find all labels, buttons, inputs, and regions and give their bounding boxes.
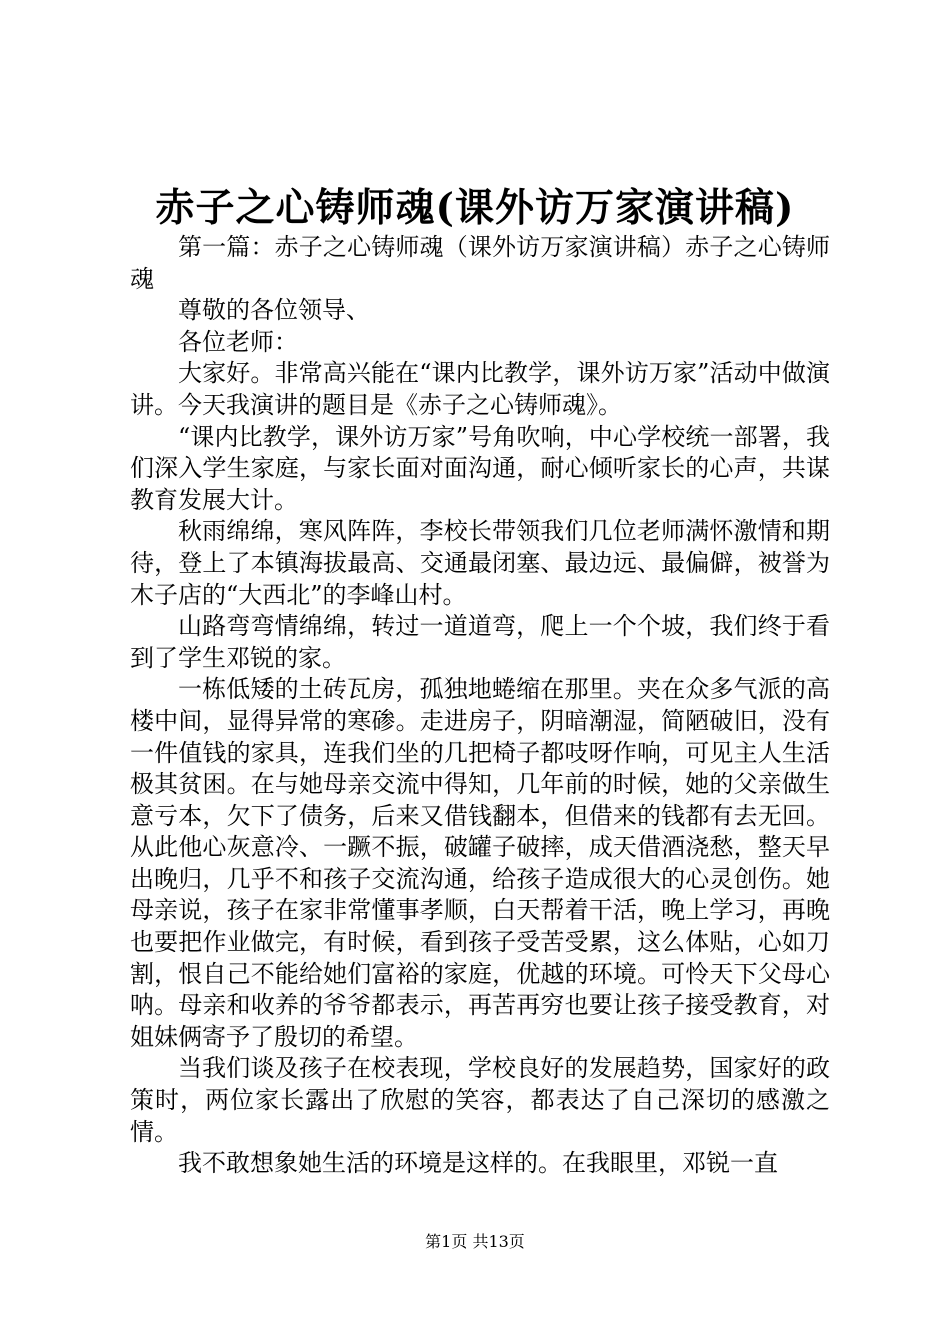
- paragraph: 山路弯弯情绵绵，转过一道道弯，爬上一个个坡，我们终于看到了学生邓锐的家。: [130, 612, 830, 672]
- paragraph: 大家好。非常高兴能在“课内比教学，课外访万家”活动中做演讲。今天我演讲的题目是《赤子之心铸师魂》。: [130, 359, 830, 419]
- page-footer: 第1页 共13页: [425, 1232, 525, 1251]
- document-body: [130, 232, 830, 1180]
- document-title: 赤子之心铸师魂(课外访万家演讲稿): [155, 185, 795, 231]
- paragraph: 尊敬的各位领导、: [178, 296, 370, 325]
- paragraph: 一栋低矮的土砖瓦房，孤独地蜷缩在那里。夹在众多气派的高楼中间，显得异常的寒碜。走进房子，阴暗潮湿，简陋破旧，没有一件值钱的家具，连我们坐的几把椅子都吱呀作响，可见主人生活极其贫困。在与她母亲交流中得知，几年前的时候，她的父亲做生意亏本，欠下了债务，后来又借钱翻本，但借来的钱都有去无回。从此他心灰意冷、一蹶不振，破罐子破摔，成天借酒浇愁，整天早出晚归，几乎不和孩子交流沟通，给孩子造成很大的心灵创伤。她母亲说，孩子在家非常懂事孝顺，白天帮着干活，晚上学习，再晚也要把作业做完，有时候，看到孩子受苦受累，这么体贴，心如刀割，恨自己不能给她们富裕的家庭，优越的环境。可怜天下父母心呐。母亲和收养的爷爷都表示，再苦再穷也要让孩子接受教育，对姐妹俩寄予了殷切的希望。: [130, 675, 830, 1051]
- paragraph: 当我们谈及孩子在校表现，学校良好的发展趋势，国家好的政策时，两位家长露出了欣慰的笑容，都表达了自己深切的感激之情。: [130, 1054, 830, 1146]
- paragraph: 秋雨绵绵，寒风阵阵，李校长带领我们几位老师满怀激情和期待，登上了本镇海拔最高、交通最闭塞、最边远、最偏僻，被誉为木子店的“大西北”的李峰山村。: [130, 517, 830, 609]
- paragraph: 我不敢想象她生活的环境是这样的。在我眼里，邓锐一直: [178, 1149, 778, 1178]
- paragraph: “课内比教学，课外访万家”号角吹响，中心学校统一部署，我们深入学生家庭，与家长面对面沟通，耐心倾听家长的心声，共谋教育发展大计。: [130, 422, 830, 514]
- paragraph: 第一篇：赤子之心铸师魂（课外访万家演讲稿）赤子之心铸师魂: [130, 233, 830, 293]
- paragraph: 各位老师：: [178, 327, 298, 356]
